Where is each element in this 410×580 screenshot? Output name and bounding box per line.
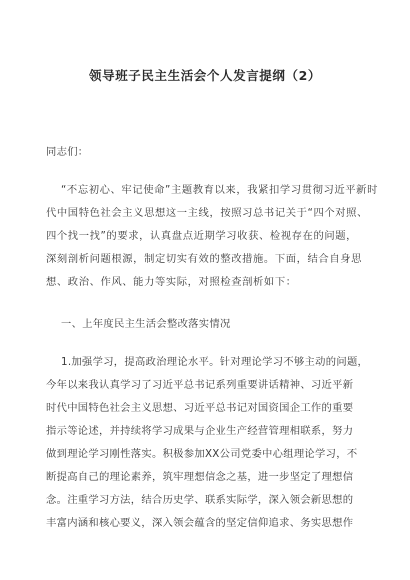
greeting: 同志们：	[46, 146, 89, 158]
intro-line: 想、政治、作风、能力等实际，对照检查剖析如下：	[46, 276, 297, 288]
item-line: 1.加强学习，提高政治理论水平。针对理论学习不够主动的问题，	[61, 356, 369, 368]
intro-line: “不忘初心、牢记使命”主题教育以来，我紧扣学习贯彻习近平新时	[61, 184, 378, 196]
item-line: 念。注重学习方法，结合历史学、联系实际学，深入领会新思想的	[46, 494, 354, 506]
section-heading: 一、上年度民主生活会整改落实情况	[61, 318, 231, 330]
document-title: 领导班子民主生活会个人发言提纲（2）	[89, 68, 321, 83]
item-line: 丰富内涵和核心要义，深入领会蕴含的坚定信仰追求、务实思想作	[46, 517, 354, 529]
item-line: 做到理论学习刚性落实。积极参加XX公司党委中心组理论学习，不	[46, 448, 358, 460]
intro-line: 代中国特色社会主义思想这一主线，按照习总书记关于“四个对照、	[46, 207, 368, 219]
intro-line: 深刻剖析问题根源，制定切实有效的整改措施。下面，结合自身思	[46, 253, 363, 265]
item-line: 指示等论述，并持续将学习成果与企业生产经营管理相联系，努力	[46, 425, 354, 437]
item-line: 今年以来我认真学习了习近平总书记系列重要讲话精神、习近平新	[46, 379, 354, 391]
item-line: 断提高自己的理论素养，筑牢理想信念之基，进一步坚定了理想信	[46, 471, 354, 483]
item-line: 时代中国特色社会主义思想、习近平总书记对国资国企工作的重要	[46, 402, 354, 414]
intro-line: 四个找一找”的要求，认真盘点近期学习收获、检视存在的问题，	[46, 230, 358, 242]
